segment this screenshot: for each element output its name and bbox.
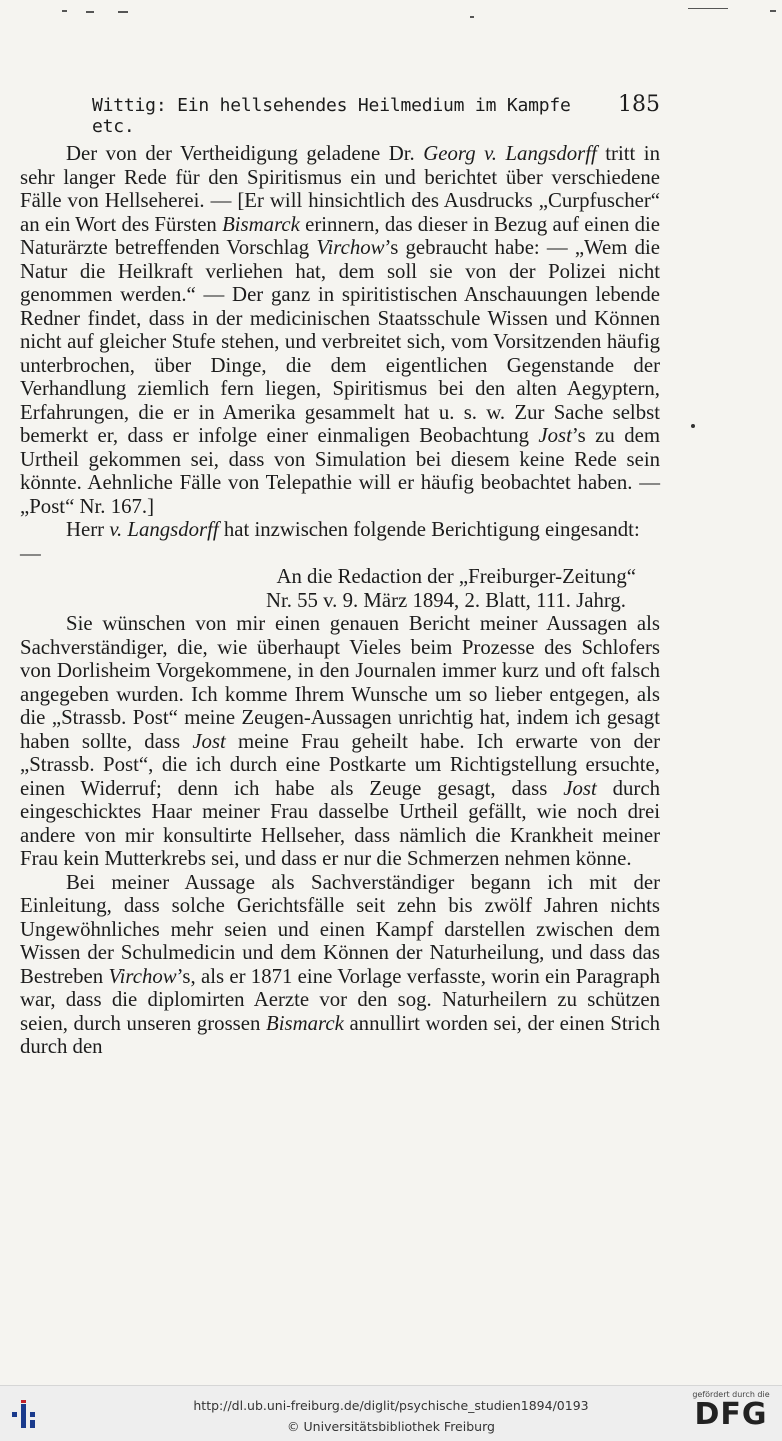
text-run: ’s gebraucht habe: — „Wem die Natur die Heilkraft verliehen hat, dem soll sie von der Polizei nicht genommen werden.“ — Der ganz in spiritistischen Anschauungen lebende Redner findet, dass in der medicinischen Staatsschule Wissen und Können nicht auf gleicher Stufe stehen, und verbreitet sich, vom Vorsitzenden häufig unterbrochen, über Dinge, die dem eigentlichen Gegenstande der Verhandlung ziemlich fern liegen, Spiritismus bei den alten Aegyptern, Erfahrungen, die er in Amerika gesammelt hat u. s. w. Zur Sache selbst bemerkt er, dass er infolge einer einmaligen Beobachtung	[20, 236, 660, 447]
text-run: tritt in sehr langer Rede für den Spiritismus ein und berichtet über verschiedene Fälle von Hellseherei. — [Er will hinsichtlich des Ausdrucks „Curpfuscher“ an ein Wort des Fürsten	[20, 142, 660, 236]
text-run: Der von der Vertheidigung geladene Dr.	[66, 142, 424, 165]
text-run: Sie wünschen von mir einen genauen Bericht meiner Aussagen als Sachverständiger, die, wie überhaupt Vieles beim Prozesse des Schlofers von Dorlisheim Vorgekommene, in den Journalen immer kurz und oft falsch angegeben wurden. Ich komme Ihrem Wunsche um so lieber entgegen, als die „Strassb. Post“ meine Zeugen-Aussagen unrichtig hat, indem ich gesagt haben sollte, dass	[20, 612, 660, 753]
address-line: An die Redaction der „Freiburger-Zeitung“	[276, 565, 636, 588]
name-italic: Virchow	[108, 964, 177, 988]
page-number: 185	[618, 92, 660, 117]
text-run: ’s zu dem Urtheil gekommen sei, dass von Simulation bei diesem keine Rede sein könnte. Aehnliche Fälle von Telepathie will er häufig beobachtet haben. — „Post“ Nr. 167.]	[20, 424, 660, 518]
name-italic: Bismarck	[222, 212, 300, 236]
text-run: Bei meiner Aussage als Sachverständiger begann ich mit der Einleitung, dass solche Gerichtsfälle seit zehn bis zwölf Jahren nichts Ungewöhnliches mehr seien und einen Kampf darstellen zwischen dem Wissen der Schulmedicin und dem Können der Naturheilung, und dass das Bestreben	[20, 870, 660, 988]
scan-speck	[688, 8, 728, 9]
paragraph	[20, 518, 660, 565]
margin-mark	[691, 424, 695, 428]
name-italic: Jost	[538, 424, 572, 447]
paragraph	[20, 871, 660, 1059]
dfg-wordmark: DFG	[694, 1397, 768, 1432]
running-title: Wittig: Ein hellsehendes Heilmedium im Kampfe etc.	[92, 95, 571, 137]
text-run: ’s, als er 1871 eine Vorlage verfasste, worin ein Paragraph war, dass die diplomirten Aerzte vor den sog. Naturheilern zu schützen seien, durch unseren grossen	[20, 964, 660, 1035]
name-italic: Jost	[192, 729, 226, 753]
text-run: meine Frau geheilt habe. Ich erwarte von der „Strassb. Post“, die ich durch eine Postkarte um Richtigstellung ersuchte, einen Widerruf; denn ich habe als Zeuge gesagt, dass	[20, 729, 660, 800]
scan-speck	[62, 10, 67, 12]
text-run: hat inzwischen folgende Berichtigung eingesandt: —	[20, 518, 640, 565]
address-line: Nr. 55 v. 9. März 1894, 2. Blatt, 111. Jahrg.	[265, 588, 626, 612]
text-run: erinnern, das dieser in Bezug auf einen die Naturärzte betreffenden Vorschlag	[20, 212, 660, 259]
scan-specks	[0, 6, 782, 20]
scan-speck	[86, 11, 94, 13]
viewer-footer	[0, 1385, 782, 1441]
scan-speck	[770, 10, 776, 12]
name-italic: Virchow	[316, 236, 385, 259]
name-italic: Bismarck	[266, 1011, 344, 1035]
text-run: durch eingeschicktes Haar meiner Frau dasselbe Urtheil gefällt, wie noch drei andere von mir konsultirte Hellseher, dass nämlich die Krankheit meiner Frau kein Mutterkrebs sei, und dass er nur die Schmerzen nehmen könne.	[20, 776, 660, 870]
name-italic: v. Langsdorff	[109, 518, 219, 541]
paragraph	[20, 612, 660, 871]
body-text	[20, 142, 660, 1059]
scan-speck	[118, 11, 128, 13]
permalink-url[interactable]: http://dl.ub.uni-freiburg.de/diglit/psychische_studien1894/0193	[193, 1398, 589, 1413]
name-italic: Jost	[563, 776, 597, 800]
dfg-logo	[690, 1390, 772, 1431]
running-header	[92, 92, 660, 137]
name-italic: Georg v. Langsdorff	[423, 142, 597, 165]
copyright-notice: © Universitätsbibliothek Freiburg	[287, 1419, 495, 1434]
text-run: annullirt worden sei, der einen Strich durch den	[20, 1011, 660, 1058]
paragraph	[20, 142, 660, 518]
dfg-caption: gefördert durch die	[692, 1390, 770, 1399]
text-run: Herr	[66, 518, 110, 541]
scan-speck	[470, 16, 474, 18]
